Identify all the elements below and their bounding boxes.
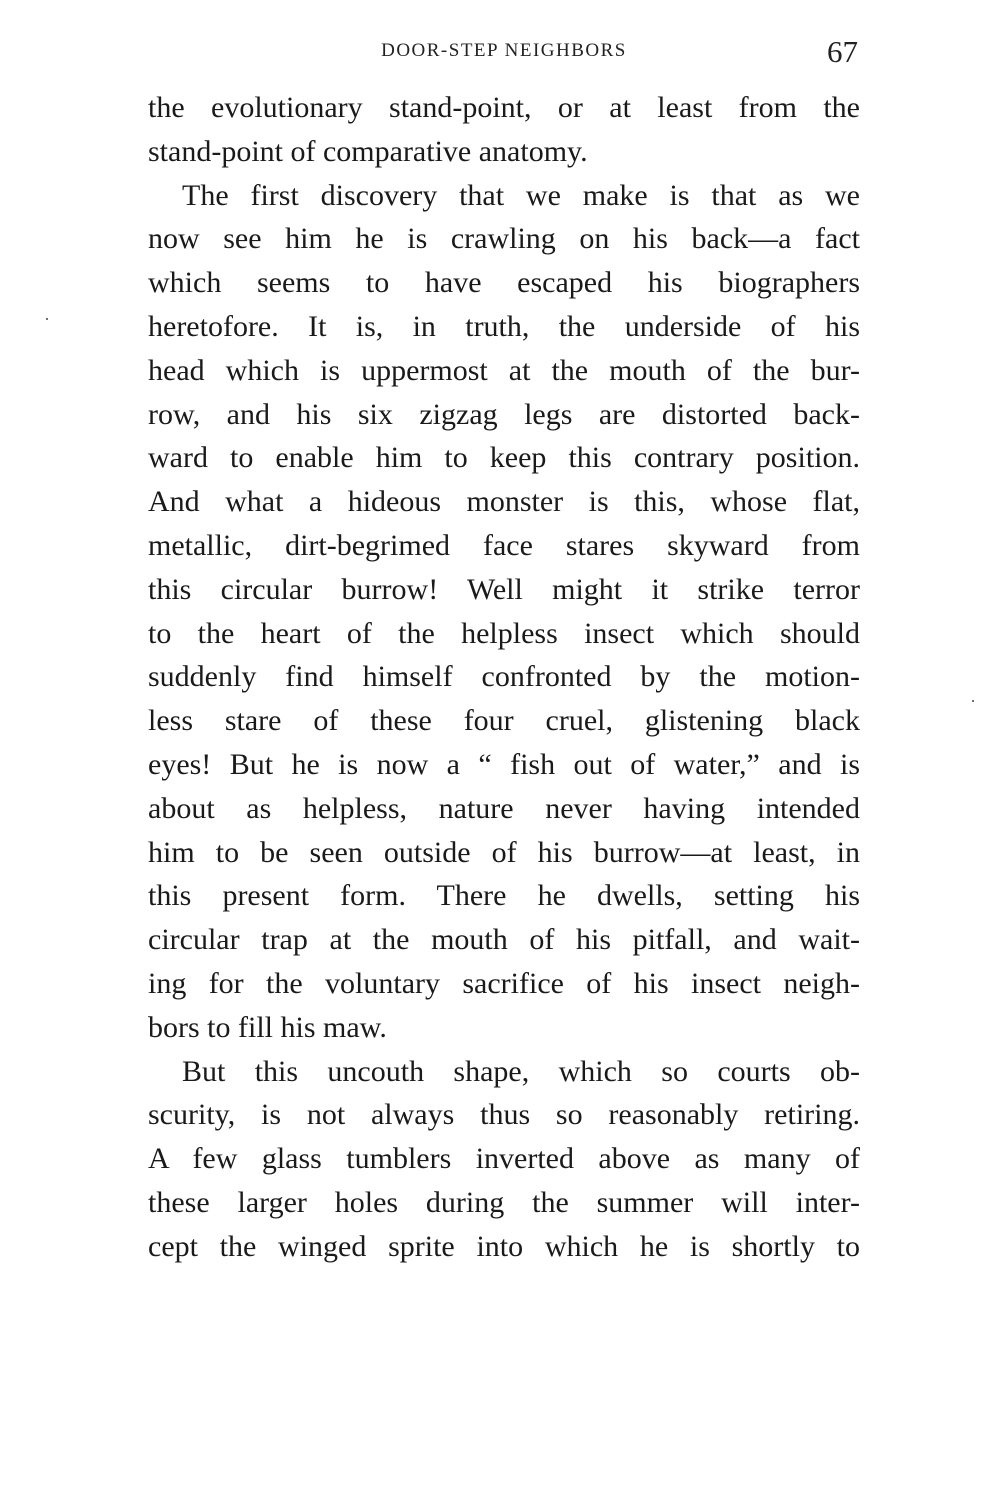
text-line: And what a hideous monster is this, whose flat,: [148, 485, 860, 519]
text-line: But this uncouth shape, which so courts ob-: [182, 1054, 860, 1088]
text-line: stand-point of comparative anatomy.: [148, 134, 588, 168]
paragraph-1: [148, 86, 860, 174]
text-line: to the heart of the helpless insect which should: [148, 616, 860, 650]
text-line: him to be seen outside of his burrow—at least, in: [148, 835, 860, 869]
text-line: head which is uppermost at the mouth of the bur-: [148, 353, 860, 387]
text-line: metallic, dirt-begrimed face stares skyward from: [148, 528, 860, 562]
text-line: less stare of these four cruel, glistening black: [148, 704, 860, 738]
text-line: cept the winged sprite into which he is shortly to: [148, 1229, 860, 1263]
text-line: row, and his six zigzag legs are distorted back-: [148, 397, 860, 431]
text-line: ward to enable him to keep this contrary position.: [148, 441, 860, 475]
text-line: ing for the voluntary sacrifice of his insect neigh-: [148, 966, 860, 1000]
text-line: this circular burrow! Well might it strike terror: [148, 572, 860, 606]
text-line: circular trap at the mouth of his pitfall, and wait-: [148, 923, 860, 957]
margin-speck: [972, 700, 974, 702]
paragraph-2: [148, 174, 860, 1050]
text-line: now see him he is crawling on his back—a fact: [148, 222, 860, 256]
paragraph-3: [148, 1050, 860, 1269]
text-line: these larger holes during the summer will inter-: [148, 1185, 860, 1219]
page-number: 67: [827, 34, 858, 69]
body-text: [148, 86, 860, 1269]
text-line: which seems to have escaped his biographers: [148, 266, 860, 300]
text-line: A few glass tumblers inverted above as many of: [148, 1142, 860, 1176]
running-head: [148, 34, 860, 74]
running-title: DOOR-STEP NEIGHBORS: [381, 40, 627, 61]
margin-speck: [46, 318, 48, 320]
text-line: eyes! But he is now a “ fish out of water,” and is: [148, 747, 860, 781]
text-line: heretofore. It is, in truth, the underside of his: [148, 309, 860, 343]
text-line: suddenly find himself confronted by the motion-: [148, 660, 860, 694]
text-line: the evolutionary stand-point, or at least from the: [148, 91, 860, 124]
text-line: this present form. There he dwells, setting his: [148, 879, 860, 913]
text-line: about as helpless, nature never having intended: [148, 791, 860, 825]
text-line: The first discovery that we make is that as we: [182, 178, 860, 212]
text-line: bors to fill his maw.: [148, 1010, 387, 1044]
text-line: scurity, is not always thus so reasonably retiring.: [148, 1098, 860, 1132]
